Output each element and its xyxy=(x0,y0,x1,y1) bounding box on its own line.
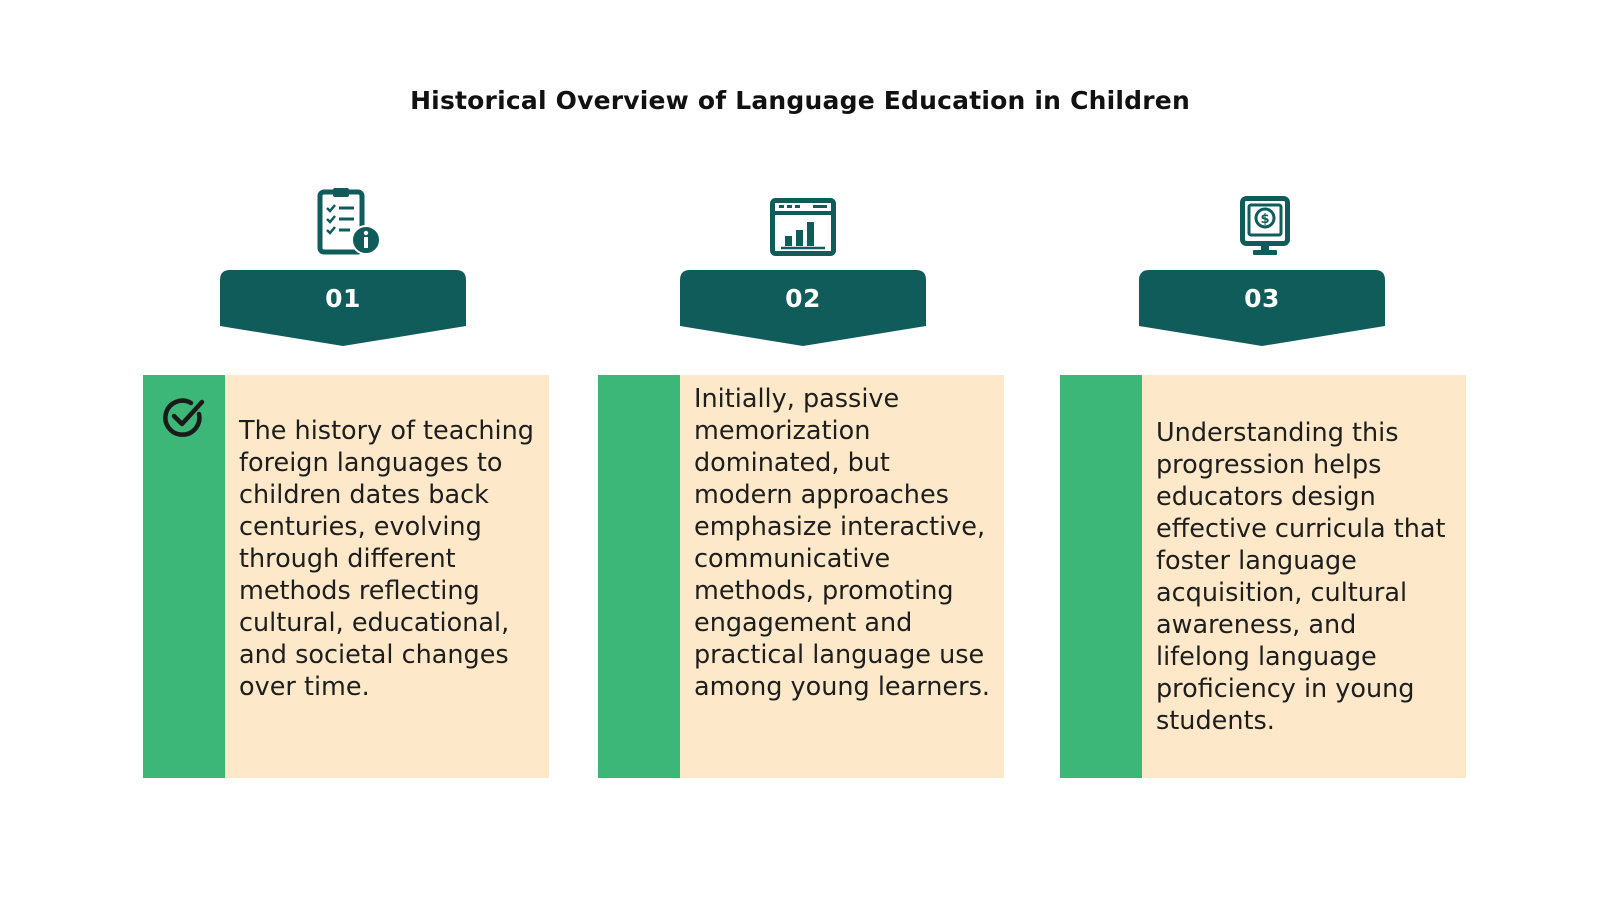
step-number: 01 xyxy=(325,284,361,313)
step-description: Initially, passive memorization dominated, but modern approaches emphasize interactive, communicative methods, promoting engagement and practical language use among young learners. xyxy=(694,384,990,702)
card-accent-bar xyxy=(598,375,680,778)
step-03 xyxy=(1060,0,1470,900)
check-circle-icon xyxy=(161,395,207,441)
clipboard-checklist-info-icon xyxy=(143,188,553,256)
step-card xyxy=(1060,375,1466,778)
step-description: The history of teaching foreign languages to children dates back centuries, evolving through different methods reflecting cultural, educational, and societal changes over time. xyxy=(239,416,534,702)
step-number-tab xyxy=(220,270,466,348)
step-card xyxy=(143,375,549,778)
step-number-tab xyxy=(1139,270,1385,348)
step-card xyxy=(598,375,1004,778)
browser-bar-chart-icon xyxy=(598,188,1008,256)
svg-text:$: $ xyxy=(1260,212,1270,227)
step-number: 03 xyxy=(1244,284,1280,313)
card-accent-bar xyxy=(1060,375,1142,778)
monitor-dollar-icon xyxy=(1060,188,1470,256)
page-title: Historical Overview of Language Education in Children xyxy=(410,86,1190,115)
step-01 xyxy=(143,0,553,900)
step-description: Understanding this progression helps educators design effective curricula that foster language acquisition, cultural awareness, and lifelong language proficiency in young students. xyxy=(1156,418,1446,736)
step-02 xyxy=(598,0,1008,900)
step-number-tab xyxy=(680,270,926,348)
card-accent-bar xyxy=(143,375,225,778)
step-number: 02 xyxy=(785,284,821,313)
